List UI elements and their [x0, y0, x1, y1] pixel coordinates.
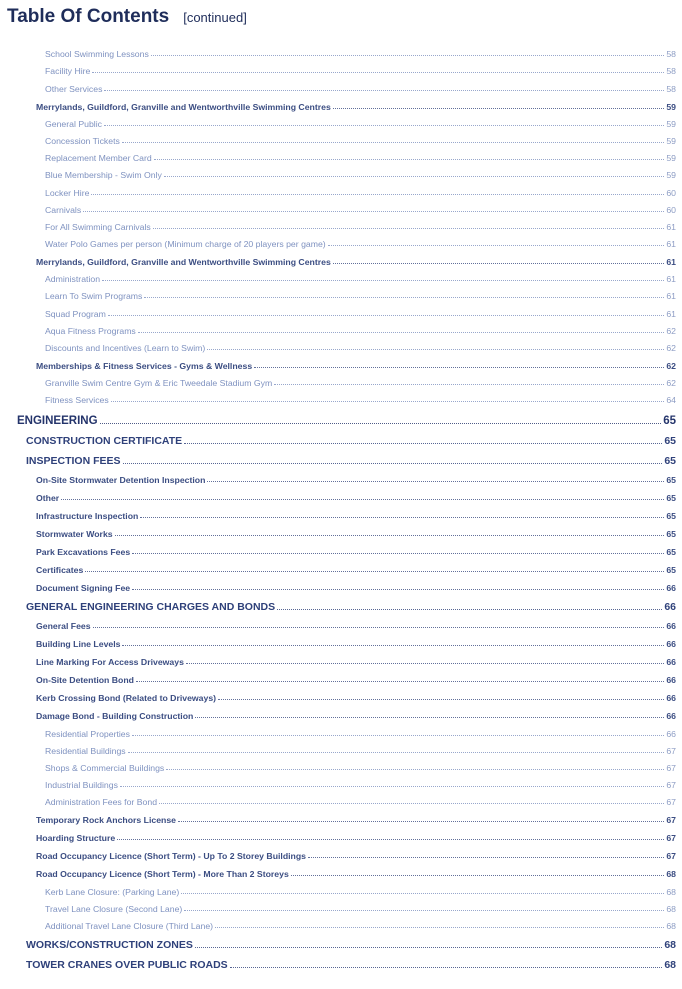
toc-entry[interactable]	[0, 336, 682, 353]
dot-leader	[100, 422, 662, 424]
dot-leader	[230, 966, 663, 968]
toc-entry-page: 66	[664, 601, 676, 614]
toc-entry-page: 67	[666, 762, 676, 773]
toc-entry-label: Temporary Rock Anchors License	[36, 815, 177, 826]
dot-leader	[254, 366, 664, 368]
toc-entry[interactable]	[0, 232, 682, 249]
toc-entry[interactable]	[0, 129, 682, 146]
toc-entry[interactable]	[0, 790, 682, 807]
toc-entry-label: Learn To Swim Programs	[45, 291, 143, 302]
toc-entry-label: Memberships & Fitness Services - Gyms & Wellness	[36, 361, 253, 371]
toc-entry-label: Industrial Buildings	[45, 780, 118, 791]
dot-leader	[115, 534, 665, 536]
toc-entry-page: 68	[664, 958, 676, 971]
toc-entry-page: 59	[666, 118, 676, 129]
dot-leader	[92, 71, 664, 73]
toc-entry-page: 65	[664, 455, 676, 468]
toc-entry-label: Shops & Commercial Buildings	[45, 762, 165, 773]
toc-entry[interactable]	[0, 485, 682, 503]
dot-leader	[153, 227, 665, 229]
toc-entry[interactable]	[0, 521, 682, 539]
toc-entry-label: Building Line Levels	[36, 639, 121, 650]
dot-leader	[274, 383, 664, 385]
toc-entry-label: Water Polo Games per person (Minimum charge of 20 players per game)	[45, 239, 326, 250]
toc-entry-page: 65	[666, 493, 676, 504]
dot-leader	[195, 946, 662, 948]
toc-entry[interactable]	[0, 59, 682, 76]
toc-entry-label: Kerb Crossing Bond (Related to Driveways)	[36, 693, 217, 704]
toc-entry-page: 66	[666, 639, 676, 650]
toc-entry-page: 66	[666, 657, 676, 668]
toc-entry-page: 59	[666, 135, 676, 146]
dot-leader	[333, 262, 665, 264]
toc-entry[interactable]	[0, 249, 682, 267]
dot-leader	[308, 856, 664, 858]
toc-entry-page: 58	[666, 49, 676, 60]
toc-entry[interactable]	[0, 739, 682, 756]
toc-entry-page: 62	[666, 325, 676, 336]
dot-leader	[154, 158, 665, 160]
toc-entry-label: Line Marking For Access Driveways	[36, 657, 184, 668]
toc-entry-label: Blue Membership - Swim Only	[45, 170, 162, 181]
toc-entry-page: 60	[666, 187, 676, 198]
toc-entry-label: Stormwater Works	[36, 529, 113, 540]
toc-entry-page: 67	[666, 745, 676, 756]
toc-entry-page: 65	[666, 565, 676, 576]
dot-leader	[138, 331, 665, 333]
toc-entry[interactable]	[0, 405, 682, 427]
dot-leader	[207, 348, 664, 350]
dot-leader	[218, 698, 664, 700]
toc-entry-page: 61	[666, 308, 676, 319]
dot-leader	[186, 662, 664, 664]
toc-entry-label: General Fees	[36, 621, 91, 632]
toc-entry-page: 61	[666, 274, 676, 285]
toc-entry-page: 65	[663, 415, 676, 428]
toc-entry-label: Document Signing Fee	[36, 583, 131, 594]
dot-leader	[181, 892, 664, 894]
toc-entry-label: TOWER CRANES OVER PUBLIC ROADS	[26, 958, 228, 971]
toc-entry-label: Road Occupancy Licence (Short Term) - More Than 2 Storeys	[36, 869, 289, 880]
toc-entry[interactable]	[0, 467, 682, 485]
toc-entry-label: Travel Lane Closure (Second Lane)	[45, 903, 183, 914]
toc-entry[interactable]	[0, 267, 682, 284]
toc-entry-page: 60	[666, 204, 676, 215]
toc-entry[interactable]	[0, 825, 682, 843]
toc-entry-label: Merrylands, Guildford, Granville and Wentworthville Swimming Centres	[36, 101, 331, 112]
toc-entry[interactable]	[0, 861, 682, 879]
dot-leader	[122, 141, 664, 143]
toc-entry-label: Administration Fees for Bond	[45, 797, 158, 808]
toc-entry-label: Carnivals	[45, 204, 82, 215]
dot-leader	[104, 89, 664, 91]
dot-leader	[61, 498, 664, 500]
toc-entry-page: 66	[666, 621, 676, 632]
toc-entry-page: 66	[666, 583, 676, 594]
dot-leader	[104, 124, 664, 126]
toc-entry-page: 61	[666, 291, 676, 302]
dot-leader	[132, 734, 664, 736]
toc-entry[interactable]	[0, 557, 682, 575]
dot-leader	[207, 480, 664, 482]
dot-leader	[328, 244, 665, 246]
toc-entry-label: On-Site Detention Bond	[36, 675, 134, 686]
toc-entry-page: 64	[666, 395, 676, 406]
toc-entry-label: Kerb Lane Closure: (Parking Lane)	[45, 886, 180, 897]
dot-leader	[132, 588, 664, 590]
toc-entry-page: 67	[666, 797, 676, 808]
toc-entry-page: 58	[666, 83, 676, 94]
toc-entry-label: Additional Travel Lane Closure (Third Lane)	[45, 920, 214, 931]
toc-entry-label: Certificates	[36, 565, 84, 576]
toc-entry-page: 61	[666, 221, 676, 232]
toc-entry-label: CONSTRUCTION CERTIFICATE	[26, 435, 183, 448]
toc-entry-label: General Public	[45, 118, 102, 129]
toc-entry-label: Road Occupancy Licence (Short Term) - Up To 2 Storey Buildings	[36, 851, 306, 862]
toc-entry-page: 66	[666, 693, 676, 704]
toc-entry-label: Residential Buildings	[45, 745, 126, 756]
toc-entry-page: 68	[666, 869, 676, 880]
toc-entry-label: Facility Hire	[45, 66, 91, 77]
toc-entry[interactable]	[0, 112, 682, 129]
dot-leader	[144, 296, 664, 298]
dot-leader	[159, 802, 664, 804]
continued-label: [continued]	[183, 10, 247, 25]
toc-entry-page: 65	[664, 435, 676, 448]
dot-leader	[291, 874, 665, 876]
toc-entry[interactable]	[0, 773, 682, 790]
toc-list	[0, 42, 682, 971]
toc-entry[interactable]	[0, 649, 682, 667]
toc-entry-label: Concession Tickets	[45, 135, 120, 146]
toc-entry-page: 68	[664, 938, 676, 951]
toc-entry[interactable]	[0, 319, 682, 336]
dot-leader	[151, 54, 665, 56]
toc-entry-page: 66	[666, 728, 676, 739]
toc-entry[interactable]	[0, 427, 682, 447]
toc-entry-page: 65	[666, 547, 676, 558]
toc-entry-page: 58	[666, 66, 676, 77]
toc-entry-page: 65	[666, 475, 676, 486]
toc-entry-page: 67	[666, 833, 676, 844]
dot-leader	[120, 785, 664, 787]
toc-entry[interactable]	[0, 146, 682, 163]
toc-entry-label: Locker Hire	[45, 187, 90, 198]
toc-entry[interactable]	[0, 301, 682, 318]
toc-entry-label: ENGINEERING	[17, 415, 98, 428]
toc-entry-page: 62	[666, 378, 676, 389]
toc-entry[interactable]	[0, 198, 682, 215]
dot-leader	[85, 570, 664, 572]
dot-leader	[333, 107, 665, 109]
toc-entry-page: 68	[666, 886, 676, 897]
dot-leader	[195, 716, 664, 718]
toc-entry-label: Infrastructure Inspection	[36, 511, 139, 522]
toc-entry-page: 66	[666, 675, 676, 686]
toc-entry-page: 65	[666, 511, 676, 522]
toc-entry[interactable]	[0, 503, 682, 521]
toc-entry[interactable]	[0, 703, 682, 721]
toc-entry-page: 62	[666, 361, 676, 371]
toc-entry[interactable]	[0, 613, 682, 631]
toc-header	[7, 6, 247, 28]
toc-entry-page: 59	[666, 153, 676, 164]
toc-entry-label: Granville Swim Centre Gym & Eric Tweedale Stadium Gym	[45, 378, 273, 389]
dot-leader	[108, 314, 664, 316]
dot-leader	[215, 926, 664, 928]
page-title: Table Of Contents	[7, 6, 170, 27]
dot-leader	[132, 552, 664, 554]
toc-entry-page: 67	[666, 815, 676, 826]
toc-entry-label: Administration	[45, 274, 101, 285]
toc-entry[interactable]	[0, 951, 682, 971]
toc-entry-label: Merrylands, Guildford, Granville and Wentworthville Swimming Centres	[36, 257, 331, 268]
toc-entry-page: 65	[666, 529, 676, 540]
dot-leader	[140, 516, 664, 518]
toc-entry-label: Squad Program	[45, 308, 106, 319]
toc-entry-label: Other Services	[45, 83, 103, 94]
toc-entry[interactable]	[0, 353, 682, 371]
toc-entry[interactable]	[0, 284, 682, 301]
toc-entry-label: Park Excavations Fees	[36, 547, 131, 558]
toc-entry[interactable]	[0, 447, 682, 467]
dot-leader	[166, 768, 664, 770]
toc-entry-page: 62	[666, 343, 676, 353]
toc-entry-label: Damage Bond - Building Construction	[36, 711, 194, 722]
toc-entry[interactable]	[0, 593, 682, 613]
toc-entry-label: Residential Properties	[45, 728, 130, 739]
toc-entry-label: Other	[36, 493, 60, 504]
toc-entry[interactable]	[0, 631, 682, 649]
toc-entry-page: 68	[666, 903, 676, 914]
toc-entry-label: On-Site Stormwater Detention Inspection	[36, 475, 206, 486]
toc-entry[interactable]	[0, 42, 682, 59]
dot-leader	[277, 608, 662, 610]
dot-leader	[178, 820, 664, 822]
toc-entry[interactable]	[0, 94, 682, 112]
toc-entry-label: Fitness Services	[45, 395, 109, 406]
toc-entry[interactable]	[0, 931, 682, 951]
toc-entry-page: 68	[666, 920, 676, 931]
dot-leader	[102, 279, 664, 281]
toc-entry-label: Replacement Member Card	[45, 153, 152, 164]
toc-entry[interactable]	[0, 756, 682, 773]
dot-leader	[184, 442, 662, 444]
dot-leader	[117, 838, 664, 840]
toc-entry-label: Hoarding Structure	[36, 833, 116, 844]
toc-entry-page: 67	[666, 780, 676, 791]
toc-entry-page: 61	[666, 257, 676, 268]
dot-leader	[164, 175, 664, 177]
toc-entry[interactable]	[0, 215, 682, 232]
toc-entry-label: GENERAL ENGINEERING CHARGES AND BONDS	[26, 601, 276, 614]
toc-entry[interactable]	[0, 163, 682, 180]
toc-entry-label: For All Swimming Carnivals	[45, 221, 151, 232]
toc-entry-label: Aqua Fitness Programs	[45, 325, 136, 336]
toc-entry-page: 59	[666, 101, 676, 112]
dot-leader	[83, 210, 664, 212]
toc-entry[interactable]	[0, 575, 682, 593]
dot-leader	[128, 751, 665, 753]
toc-entry-page: 59	[666, 170, 676, 181]
toc-entry[interactable]	[0, 667, 682, 685]
dot-leader	[111, 400, 665, 402]
dot-leader	[123, 462, 663, 464]
dot-leader	[184, 909, 664, 911]
toc-entry[interactable]	[0, 897, 682, 914]
toc-entry-page: 61	[666, 239, 676, 250]
toc-entry[interactable]	[0, 388, 682, 405]
dot-leader	[136, 680, 664, 682]
toc-entry[interactable]	[0, 721, 682, 738]
toc-entry-label: INSPECTION FEES	[26, 455, 121, 468]
dot-leader	[91, 193, 664, 195]
toc-entry-page: 66	[666, 711, 676, 722]
toc-entry[interactable]	[0, 685, 682, 703]
toc-entry[interactable]	[0, 914, 682, 931]
toc-entry-label: WORKS/CONSTRUCTION ZONES	[26, 938, 193, 951]
toc-entry-label: School Swimming Lessons	[45, 49, 149, 60]
dot-leader	[93, 626, 665, 628]
toc-entry[interactable]	[0, 879, 682, 896]
toc-entry[interactable]	[0, 843, 682, 861]
toc-entry[interactable]	[0, 180, 682, 197]
toc-entry[interactable]	[0, 807, 682, 825]
toc-entry-page: 67	[666, 851, 676, 862]
toc-entry[interactable]	[0, 371, 682, 388]
toc-entry[interactable]	[0, 539, 682, 557]
dot-leader	[122, 644, 664, 646]
toc-entry-label: Discounts and Incentives (Learn to Swim)	[45, 343, 206, 353]
toc-entry[interactable]	[0, 76, 682, 93]
